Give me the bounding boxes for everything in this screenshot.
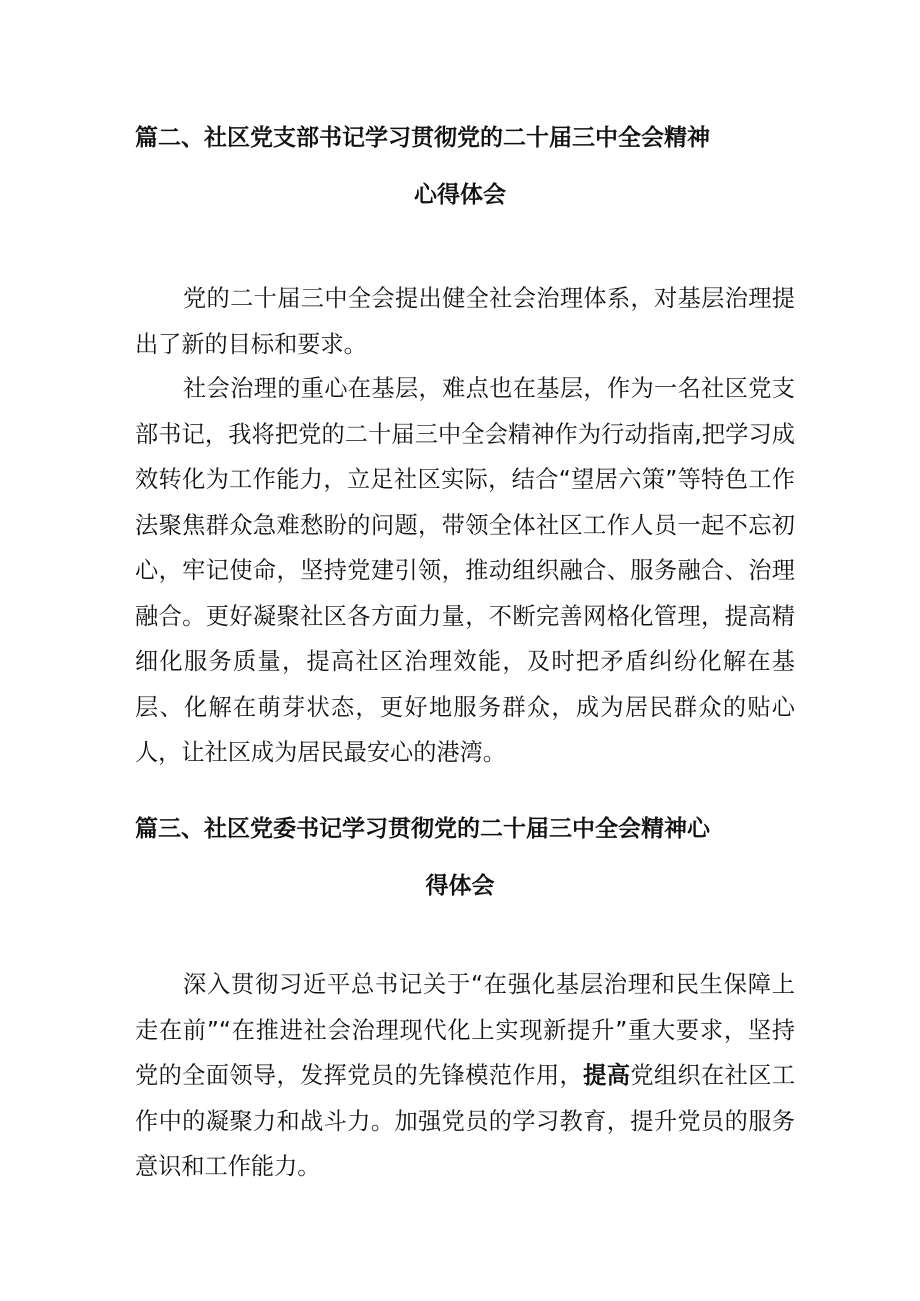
section-3-paragraph-1 — [135, 962, 795, 1190]
bold-text: 提高 — [583, 1062, 631, 1089]
section-2-paragraph-1: 党的二十届三中全会提出健全社会治理体系，对基层治理提出了新的目标和要求。 — [135, 285, 795, 358]
section-2-title-line-2: 心得体会 — [414, 182, 506, 208]
paragraph-text-continued: 党组织在社区工作中的凝聚力和战斗力。加强党员的学习教育，提升党员的服务意识和工作能力。 — [135, 1062, 796, 1180]
section-2-paragraph-2: 社会治理的重心在基层，难点也在基层，作为一名社区党支部书记，我将把党的二十届三中全会精神作为行动指南,把学习成效转化为工作能力，立足社区实际，结合“望居六策”等特色工作法聚焦群众急难愁盼的问题，带领全体社区工作人员一起不忘初心，牢记使命，坚持党建引领，推动组织融合、服务融合、治理融合。更好凝聚社区各方面力量，不断完善网格化管理，提高精细化服务质量，提高社区治理效能，及时把矛盾纠纷化解在基层、化解在萌芽状态，更好地服务群众，成为居民群众的贴心人，让社区成为居民最安心的港湾。 — [135, 375, 795, 766]
section-3-title-line-1: 篇三、社区党委书记学习贯彻党的二十届三中全会精神心 — [135, 816, 710, 842]
paragraph-text: 深入贯彻习近平总书记关于“在强化基层治理和民生保障上走在前”“在推进社会治理现代化上实现新提升”重大要求，坚持党的全面领导，发挥党员的先锋模范作用， — [135, 971, 795, 1089]
section-3-title-line-2: 得体会 — [425, 873, 495, 899]
section-2-title-line-1: 篇二、社区党支部书记学习贯彻党的二十届三中全会精神 — [135, 125, 710, 151]
